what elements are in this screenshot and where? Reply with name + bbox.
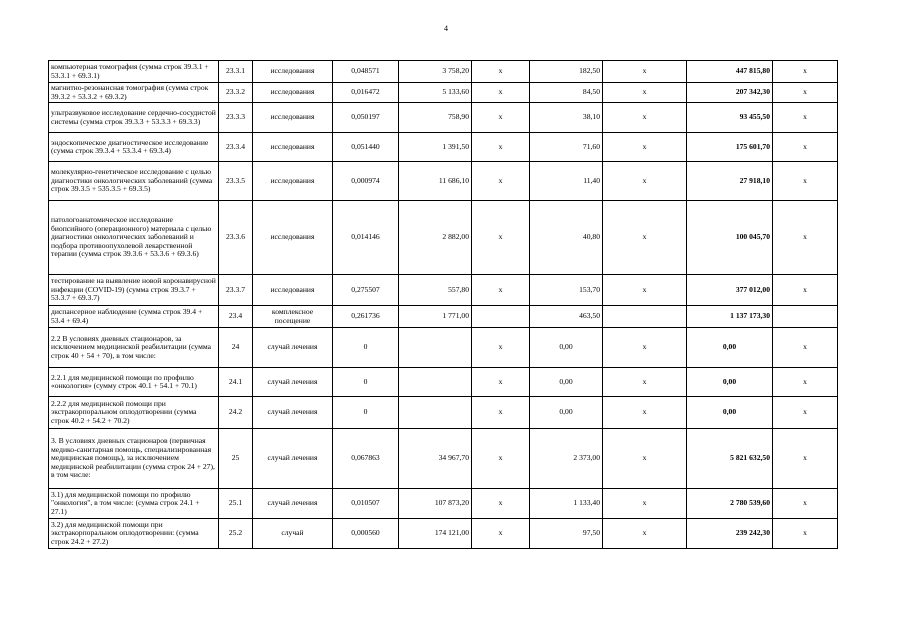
row-cost: 2 882,00: [399, 201, 472, 275]
row-code: 23.4: [219, 306, 253, 328]
row-col5: х: [472, 83, 530, 103]
row-col5: х: [472, 201, 530, 275]
row-unit: исследования: [253, 103, 333, 133]
row-code: 23.3.1: [219, 61, 253, 83]
row-volume: 0,000560: [333, 519, 399, 549]
row-volume: 0,067863: [333, 429, 399, 489]
row-volume: 0: [333, 328, 399, 368]
row-name: диспансерное наблюдение (сумма строк 39.4 + 53.4 + 69.4): [49, 306, 219, 328]
row-col9: х: [773, 519, 838, 549]
row-cost: 174 121,00: [399, 519, 472, 549]
row-col9: х: [773, 201, 838, 275]
row-code: 25.1: [219, 489, 253, 519]
row-code: 23.3.5: [219, 162, 253, 201]
row-col9: х: [773, 397, 838, 429]
row-unit: исследования: [253, 133, 333, 162]
row-name: 3. В условиях дневных стационаров (первичная медико-санитарная помощь, специализированная медицинская помощь), за исключением медицинской реабилитации (сумма строк 24 + 27), в том числе:: [49, 429, 219, 489]
row-code: 25.2: [219, 519, 253, 549]
row-total: 239 242,30: [687, 519, 773, 549]
row-col6: 71,60: [530, 133, 603, 162]
row-code: 23.3.7: [219, 275, 253, 306]
row-col9: х: [773, 83, 838, 103]
row-cost: 107 873,20: [399, 489, 472, 519]
row-total: 207 342,30: [687, 83, 773, 103]
row-name: 2.2.2 для медицинской помощи при экстракорпоральном оплодотворении (сумма строк 40.2 + 54.2 + 70.2): [49, 397, 219, 429]
row-code: 24.2: [219, 397, 253, 429]
row-col7: х: [603, 429, 687, 489]
row-total: 0,00: [687, 368, 773, 397]
row-cost: 34 967,70: [399, 429, 472, 489]
row-col7: х: [603, 61, 687, 83]
row-col5: х: [472, 328, 530, 368]
row-name: магнитно-резонансная томография (сумма строк 39.3.2 + 53.3.2 + 69.3.2): [49, 83, 219, 103]
row-volume: 0,050197: [333, 103, 399, 133]
financing-table: [48, 60, 838, 549]
row-cost: [399, 328, 472, 368]
row-unit: исследования: [253, 61, 333, 83]
row-code: 23.3.4: [219, 133, 253, 162]
row-total: 100 045,70: [687, 201, 773, 275]
table-row: [49, 201, 838, 275]
row-total: 0,00: [687, 328, 773, 368]
row-name: 2.2 В условиях дневных стационаров, за исключением медицинской реабилитации (сумма строк 40 + 54 + 70), в том числе:: [49, 328, 219, 368]
table-row: [49, 275, 838, 306]
row-col7: х: [603, 489, 687, 519]
row-cost: 11 686,10: [399, 162, 472, 201]
row-col9: х: [773, 133, 838, 162]
row-col5: [472, 306, 530, 328]
row-col7: х: [603, 397, 687, 429]
page-number: 4: [444, 24, 448, 33]
row-volume: 0,014146: [333, 201, 399, 275]
row-volume: 0,010507: [333, 489, 399, 519]
row-col9: х: [773, 328, 838, 368]
row-col5: х: [472, 133, 530, 162]
row-col5: х: [472, 103, 530, 133]
row-col6: 153,70: [530, 275, 603, 306]
row-name: молекулярно-генетическое исследование с целью диагностики онкологических заболеваний (сумма строк 39.3.5 + 535.3.5 + 69.3.5): [49, 162, 219, 201]
table-row: [49, 519, 838, 549]
row-total: 1 137 173,30: [687, 306, 773, 328]
row-volume: 0,048571: [333, 61, 399, 83]
row-col5: х: [472, 519, 530, 549]
row-total: 447 815,80: [687, 61, 773, 83]
row-col7: х: [603, 368, 687, 397]
row-total: 377 012,00: [687, 275, 773, 306]
row-col6: 84,50: [530, 83, 603, 103]
row-total: 175 601,70: [687, 133, 773, 162]
row-cost: 557,80: [399, 275, 472, 306]
row-cost: 758,90: [399, 103, 472, 133]
row-unit: исследования: [253, 83, 333, 103]
row-col6: 182,50: [530, 61, 603, 83]
row-col6: 11,40: [530, 162, 603, 201]
row-col7: х: [603, 275, 687, 306]
row-col9: [773, 306, 838, 328]
row-name: ультразвуковое исследование сердечно-сосудистой системы (сумма строк 39.3.3 + 53.3.3 + 69.3.3): [49, 103, 219, 133]
row-col9: х: [773, 429, 838, 489]
row-total: 0,00: [687, 397, 773, 429]
table-row: [49, 368, 838, 397]
row-col9: х: [773, 368, 838, 397]
row-total: 5 821 632,50: [687, 429, 773, 489]
row-col6: 2 373,00: [530, 429, 603, 489]
row-col9: х: [773, 103, 838, 133]
row-volume: 0,275507: [333, 275, 399, 306]
row-unit: исследования: [253, 201, 333, 275]
row-col9: х: [773, 61, 838, 83]
row-code: 24: [219, 328, 253, 368]
row-col5: х: [472, 489, 530, 519]
row-volume: 0,261736: [333, 306, 399, 328]
row-unit: исследования: [253, 162, 333, 201]
row-col9: х: [773, 275, 838, 306]
row-volume: 0,000974: [333, 162, 399, 201]
row-col6: 38,10: [530, 103, 603, 133]
row-col7: х: [603, 162, 687, 201]
row-unit: исследования: [253, 275, 333, 306]
row-col5: х: [472, 368, 530, 397]
row-name: 2.2.1 для медицинской помощи по профилю «онкология» (сумму строк 40.1 + 54.1 + 70.1): [49, 368, 219, 397]
row-col6: 0,00: [530, 328, 603, 368]
row-name: патологоанатомическое исследование биопсийного (операционного) материала с целью диагностики онкологических заболеваний и подбора противоопухолевой лекарственной терапии (сумма строк 39.3.6 + 53.3.6 + 69.3.6): [49, 201, 219, 275]
row-col5: х: [472, 397, 530, 429]
row-col5: х: [472, 162, 530, 201]
row-col9: х: [773, 489, 838, 519]
table-row: [49, 61, 838, 83]
row-col7: [603, 306, 687, 328]
row-name: 3.2) для медицинской помощи при экстракорпоральном оплодотворении: (сумма строк 24.2 + 27.2): [49, 519, 219, 549]
row-code: 23.3.2: [219, 83, 253, 103]
row-cost: [399, 397, 472, 429]
row-unit: случай: [253, 519, 333, 549]
row-cost: 1 771,00: [399, 306, 472, 328]
row-total: 2 780 539,60: [687, 489, 773, 519]
row-cost: 1 391,50: [399, 133, 472, 162]
table-row: [49, 83, 838, 103]
row-unit: случай лечения: [253, 489, 333, 519]
row-name: компьютерная томография (сумма строк 39.3.1 + 53.3.1 + 69.3.1): [49, 61, 219, 83]
row-col9: х: [773, 162, 838, 201]
table-row: [49, 162, 838, 201]
row-col7: х: [603, 201, 687, 275]
row-code: 23.3.6: [219, 201, 253, 275]
row-col6: 97,50: [530, 519, 603, 549]
row-total: 27 918,10: [687, 162, 773, 201]
row-col7: х: [603, 328, 687, 368]
row-code: 23.3.3: [219, 103, 253, 133]
row-unit: случай лечения: [253, 429, 333, 489]
row-volume: 0: [333, 397, 399, 429]
row-code: 25: [219, 429, 253, 489]
row-unit: случай лечения: [253, 328, 333, 368]
table-row: [49, 489, 838, 519]
row-cost: 3 758,20: [399, 61, 472, 83]
row-col7: х: [603, 519, 687, 549]
row-name: эндоскопическое диагностическое исследование (сумма строк 39.3.4 + 53.3.4 + 69.3.4): [49, 133, 219, 162]
table-row: [49, 306, 838, 328]
row-name: тестирование на выявление новой коронавирусной инфекции (COVID-19) (сумма строк 39.3.7 + 53.3.7 + 69.3.7): [49, 275, 219, 306]
table-row: [49, 397, 838, 429]
row-name: 3.1) для медицинской помощи по профилю "онкология", в том числе: (сумма строк 24.1 + 27.1): [49, 489, 219, 519]
row-col6: 463,50: [530, 306, 603, 328]
row-col7: х: [603, 133, 687, 162]
row-volume: 0,051440: [333, 133, 399, 162]
row-cost: [399, 368, 472, 397]
row-total: 93 455,50: [687, 103, 773, 133]
table-row: [49, 133, 838, 162]
row-cost: 5 133,60: [399, 83, 472, 103]
table-row: [49, 429, 838, 489]
table-row: [49, 103, 838, 133]
row-col6: 40,80: [530, 201, 603, 275]
row-col6: 0,00: [530, 397, 603, 429]
row-volume: 0,016472: [333, 83, 399, 103]
row-col7: х: [603, 103, 687, 133]
row-col5: х: [472, 429, 530, 489]
row-col5: х: [472, 275, 530, 306]
row-col7: х: [603, 83, 687, 103]
row-unit: комплексное посещение: [253, 306, 333, 328]
row-unit: случай лечения: [253, 397, 333, 429]
row-code: 24.1: [219, 368, 253, 397]
row-unit: случай лечения: [253, 368, 333, 397]
row-col5: х: [472, 61, 530, 83]
table-row: [49, 328, 838, 368]
row-col6: 0,00: [530, 368, 603, 397]
row-volume: 0: [333, 368, 399, 397]
row-col6: 1 133,40: [530, 489, 603, 519]
